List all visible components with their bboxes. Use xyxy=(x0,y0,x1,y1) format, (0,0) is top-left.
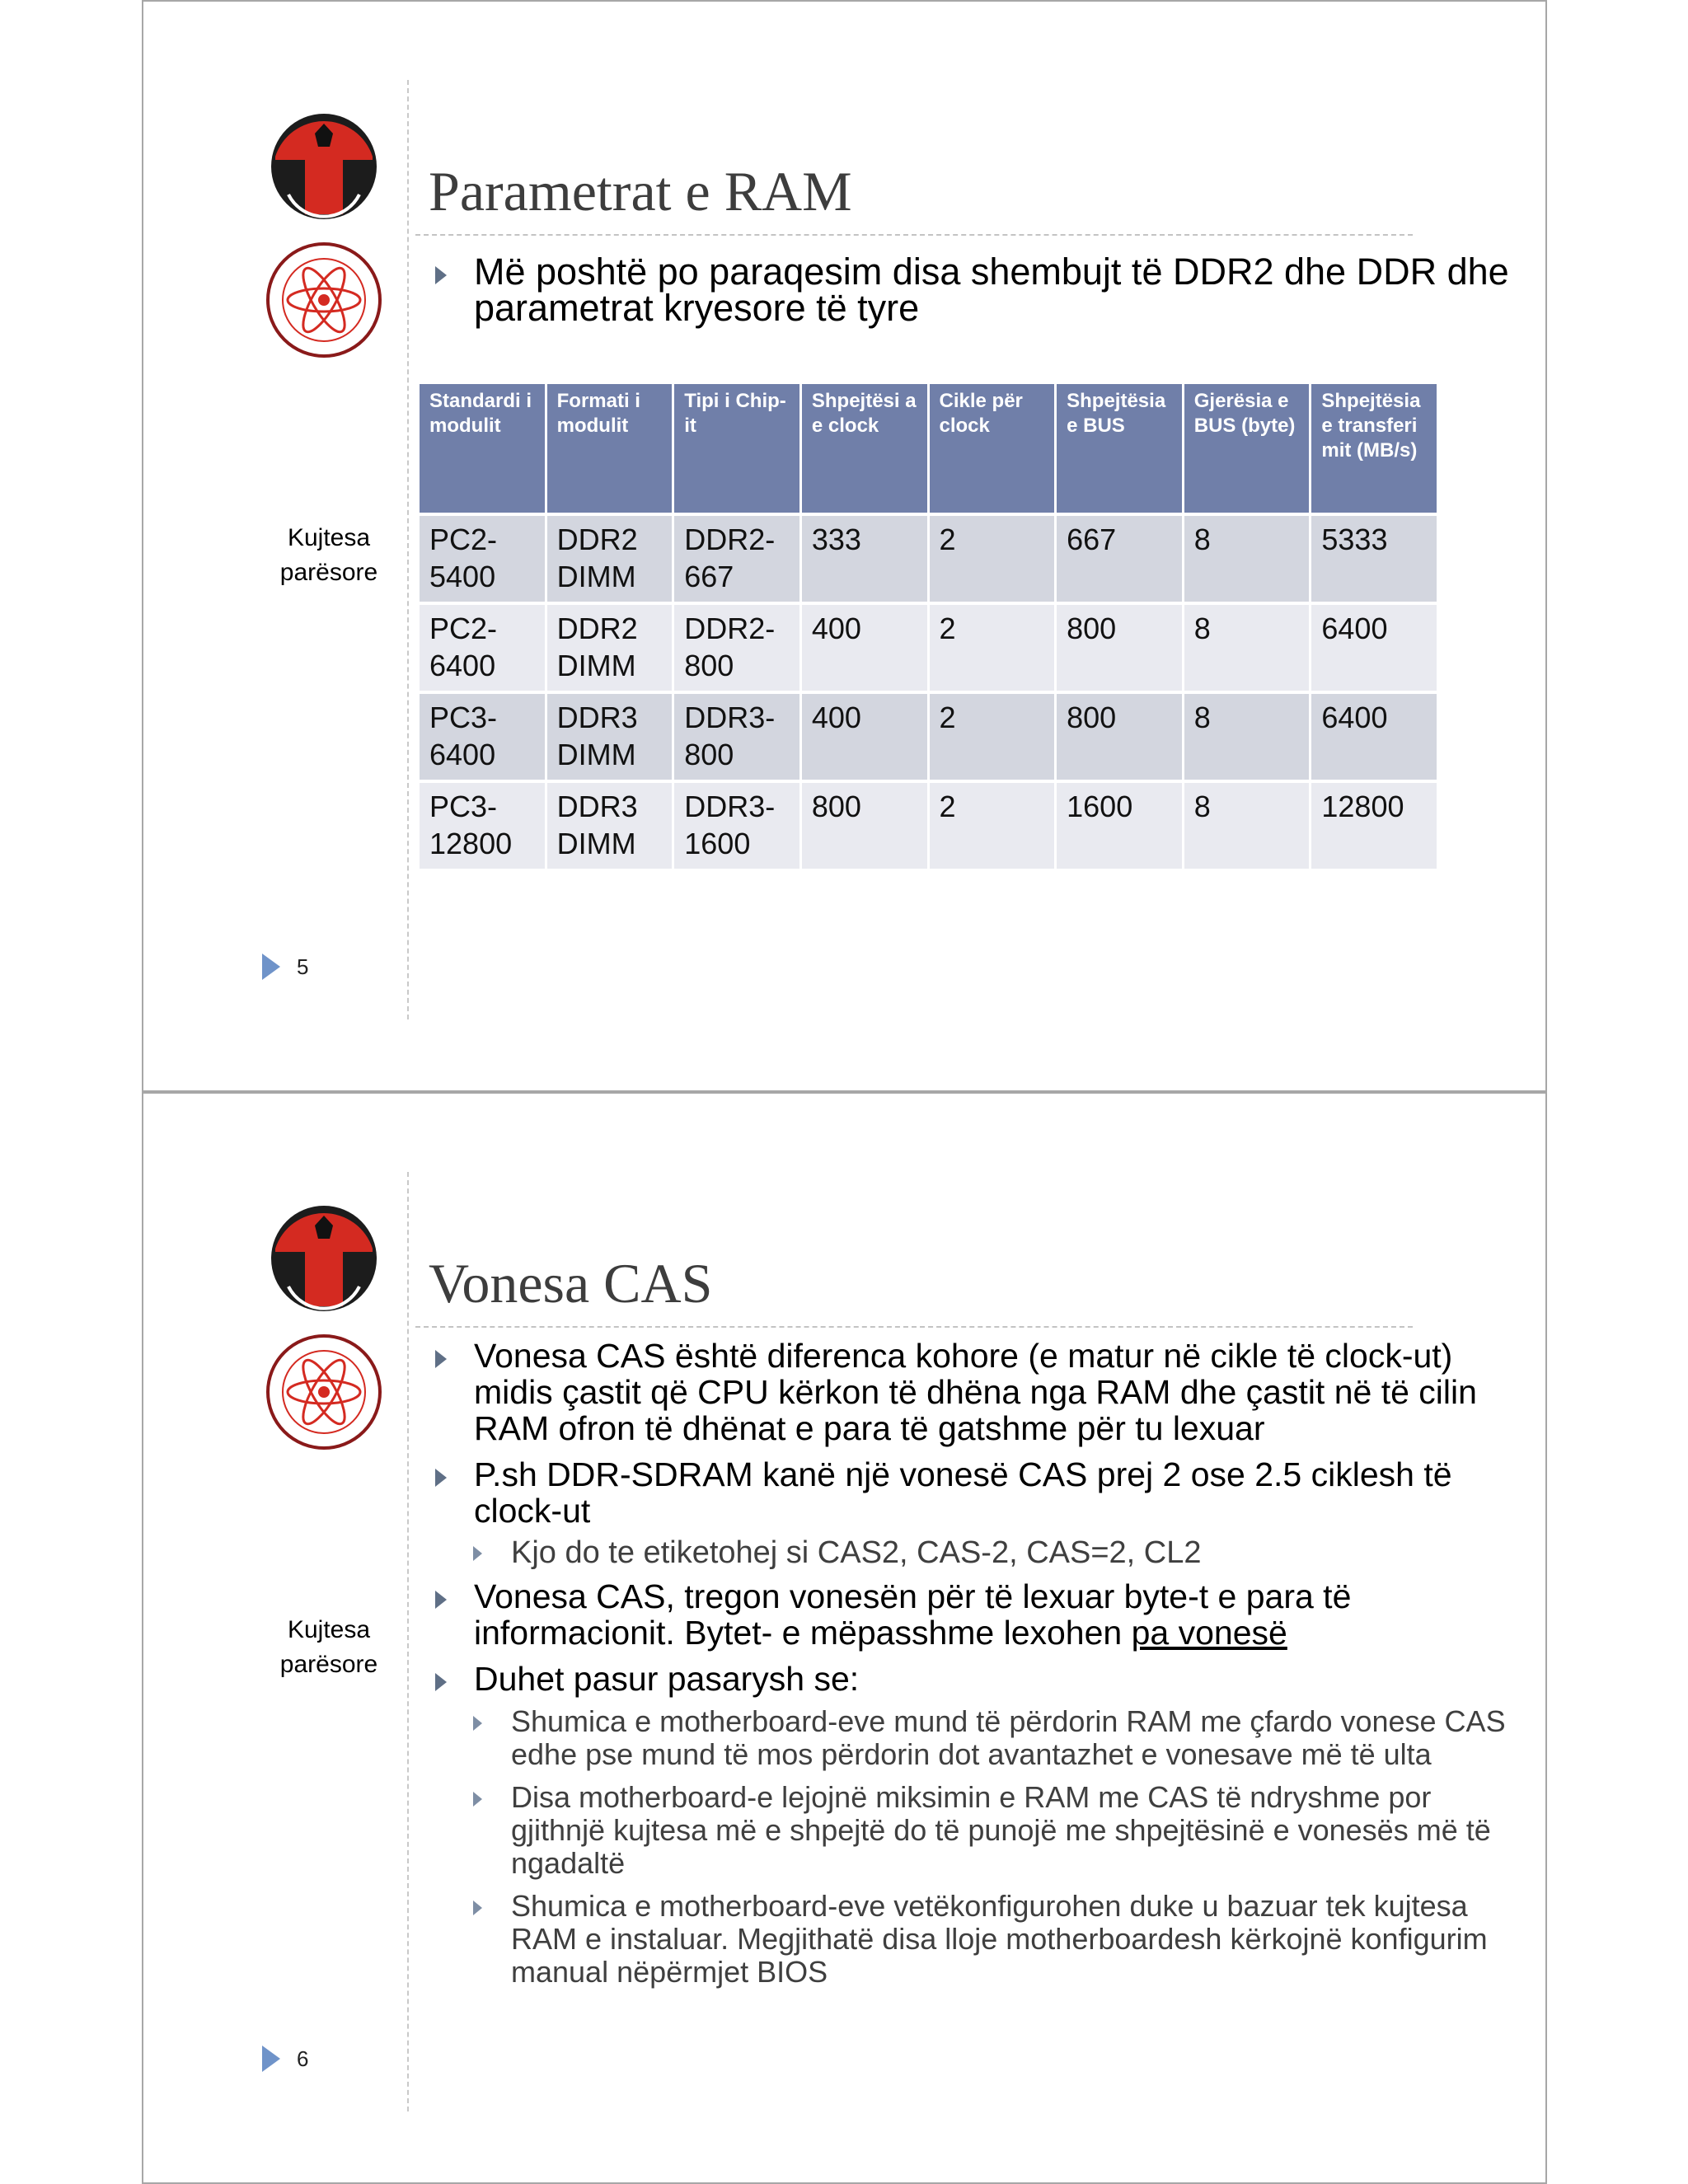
table-cell: 800 xyxy=(802,783,927,869)
bullet-text: P.sh DDR-SDRAM kanë një vonesë CAS prej 2 ose 2.5 ciklesh të clock-ut xyxy=(474,1455,1452,1530)
ram-parameters-table xyxy=(417,381,1439,872)
slide-parametrat-e-ram xyxy=(142,0,1547,1092)
bullet-item xyxy=(432,1661,1520,1697)
table-cell: 1600 xyxy=(1057,783,1182,869)
bullet-arrow-icon xyxy=(473,1900,482,1915)
table-header-row xyxy=(420,384,1437,513)
table-row xyxy=(420,516,1437,602)
table-cell: DDR2 DIMM xyxy=(547,516,673,602)
table-cell: DDR2-800 xyxy=(674,605,799,691)
table-cell: DDR2 DIMM xyxy=(547,605,673,691)
sub-bullet-item xyxy=(432,1890,1520,1989)
column-header: Shpejtësi a e clock xyxy=(802,384,927,513)
table-cell: DDR3-800 xyxy=(674,694,799,780)
bullet-arrow-icon xyxy=(435,1350,447,1368)
table-cell: 8 xyxy=(1184,694,1310,780)
table-cell: PC3-12800 xyxy=(420,783,545,869)
bullet-arrow-icon xyxy=(435,1469,447,1487)
table-cell: 2 xyxy=(930,516,1055,602)
section-label xyxy=(259,521,399,590)
table-row xyxy=(420,783,1437,869)
table-row xyxy=(420,694,1437,780)
bullet-item xyxy=(432,1338,1520,1446)
bullet-arrow-icon xyxy=(473,1546,482,1561)
slide-vonesa-cas xyxy=(142,1092,1547,2184)
sub-bullet-item xyxy=(432,1781,1520,1880)
sub-bullet-text: Disa motherboard-e lejojnë miksimin e RAM me CAS të ndryshme por gjithnjë kujtesa më e shpejtë do të punojë me shpejtësinë e vonesës më të ngadaltë xyxy=(511,1780,1491,1880)
underlined-text: pa vonesë xyxy=(1131,1614,1287,1652)
bullet-list xyxy=(432,1338,1520,1989)
table-cell: 400 xyxy=(802,605,927,691)
column-header: Tipi i Chip-it xyxy=(674,384,799,513)
bullet-text: Vonesa CAS është diferenca kohore (e matur në cikle të clock-ut) midis çastit që CPU kërkon të dhëna nga RAM dhe çastit në të cilin RAM ofron të dhënat e para të gatshme për tu lexuar xyxy=(474,1337,1477,1447)
table-cell: 800 xyxy=(1057,694,1182,780)
title-rule xyxy=(415,1326,1413,1328)
table-cell: PC2-5400 xyxy=(420,516,545,602)
bullet-item xyxy=(432,1456,1520,1529)
bullet-text: Duhet pasur pasarysh se: xyxy=(474,1660,860,1698)
section-label-line1: Kujtesa xyxy=(287,524,371,551)
bullet-arrow-icon xyxy=(435,1591,447,1609)
vertical-divider xyxy=(407,80,409,1019)
table-cell: PC3-6400 xyxy=(420,694,545,780)
bullet-arrow-icon xyxy=(435,266,447,284)
table-row xyxy=(420,605,1437,691)
table-cell: PC2-6400 xyxy=(420,605,545,691)
table-cell: 333 xyxy=(802,516,927,602)
university-of-tirana-logo xyxy=(264,1201,384,1313)
faculty-atom-logo xyxy=(261,241,387,360)
section-label xyxy=(259,1613,399,1682)
column-header: Formati i modulit xyxy=(547,384,673,513)
table-cell: DDR3 DIMM xyxy=(547,783,673,869)
slide-title: Vonesa CAS xyxy=(429,1252,713,1315)
section-label-line2: parësore xyxy=(279,1651,378,1678)
table-cell: 667 xyxy=(1057,516,1182,602)
column-header: Shpejtësia e transferi mit (MB/s) xyxy=(1311,384,1437,513)
sub-bullet-item xyxy=(432,1535,1520,1570)
table-cell: 800 xyxy=(1057,605,1182,691)
table-cell: 6400 xyxy=(1311,605,1437,691)
column-header: Standardi i modulit xyxy=(420,384,545,513)
page-number: 5 xyxy=(297,954,309,979)
sub-bullet-text: Shumica e motherboard-eve vetëkonfigurohen duke u bazuar tek kujtesa RAM e instaluar. Megjithatë disa lloje motherboardesh kërkojnë konfigurim manual nëpërmjet BIOS xyxy=(511,1889,1488,1989)
table-cell: 12800 xyxy=(1311,783,1437,869)
bullet-item xyxy=(432,1578,1520,1651)
vertical-divider xyxy=(407,1172,409,2111)
slide-title: Parametrat e RAM xyxy=(429,160,852,223)
table-cell: 8 xyxy=(1184,605,1310,691)
table-cell: 2 xyxy=(930,783,1055,869)
page-number: 6 xyxy=(297,2046,309,2071)
column-header: Cikle për clock xyxy=(930,384,1055,513)
section-label-line2: parësore xyxy=(279,559,378,586)
table-cell: DDR3 DIMM xyxy=(547,694,673,780)
section-label-line1: Kujtesa xyxy=(287,1616,371,1643)
sub-bullet-item xyxy=(432,1705,1520,1771)
table-cell: 8 xyxy=(1184,783,1310,869)
bullet-list xyxy=(432,251,1520,336)
table-cell: 8 xyxy=(1184,516,1310,602)
bullet-text: Vonesa CAS, tregon vonesën për të lexuar byte-t e para të informacionit. Bytet- e mëpasshme lexohen xyxy=(474,1577,1352,1652)
bullet-arrow-icon xyxy=(473,1792,482,1807)
bullet-arrow-icon xyxy=(435,1673,447,1691)
table-cell: 2 xyxy=(930,605,1055,691)
bullet-text: Më poshtë po paraqesim disa shembujt të DDR2 dhe DDR dhe parametrat kryesore të tyre xyxy=(474,251,1509,329)
page-marker-icon xyxy=(262,2046,280,2072)
page-marker-icon xyxy=(262,954,280,980)
sub-bullet-text: Shumica e motherboard-eve mund të përdorin RAM me çfardo vonese CAS edhe pse mund të mos përdorin dot avantazhet e vonesave më të ulta xyxy=(511,1704,1506,1771)
university-of-tirana-logo xyxy=(264,109,384,221)
table-cell: DDR3-1600 xyxy=(674,783,799,869)
title-rule xyxy=(415,234,1413,236)
table-cell: 400 xyxy=(802,694,927,780)
column-header: Shpejtësia e BUS xyxy=(1057,384,1182,513)
sub-bullet-text: Kjo do te etiketohej si CAS2, CAS-2, CAS=2, CL2 xyxy=(511,1535,1202,1570)
bullet-arrow-icon xyxy=(473,1716,482,1731)
table-cell: 6400 xyxy=(1311,694,1437,780)
table-cell: 5333 xyxy=(1311,516,1437,602)
column-header: Gjerësia e BUS (byte) xyxy=(1184,384,1310,513)
table-cell: 2 xyxy=(930,694,1055,780)
faculty-atom-logo xyxy=(261,1333,387,1452)
table-cell: DDR2-667 xyxy=(674,516,799,602)
bullet-item xyxy=(432,251,1520,329)
